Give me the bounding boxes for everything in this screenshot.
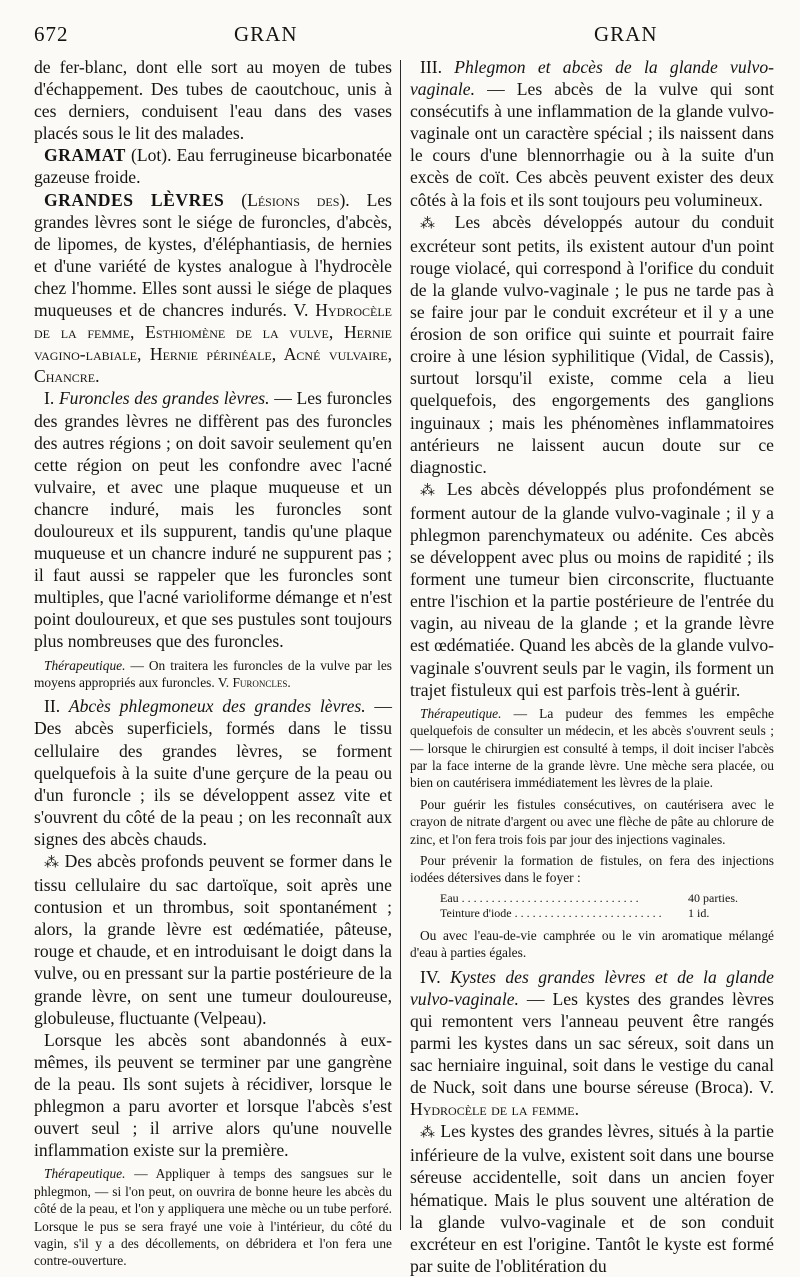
paragraph: de fer-blanc, dont elle sort au moyen de tubes d'échappement. Des tubes de caoutchouc, unis à ces derniers, conduisent l'eau dans des vases placés sous le lit des malades. — [34, 57, 392, 144]
ingredient-name: Eau . . . . . . . . . . . . . . . . . . . . . . . . . . . . . . — [440, 890, 639, 905]
ingredient-quantity: 40 parties. — [688, 890, 738, 905]
note-text: — On traitera les furoncles de la vulve par les moyens appropriés aux furoncles. V. — [34, 657, 392, 690]
therapeutique-note — [410, 705, 774, 792]
paragraph-text: Des abcès profonds peuvent se former dans le tissu cellulaire du sac dartoïque, soit après une contusion et un thrombus, soit spontanément ; alors, la grande lèvre est œdématiée, pâteuse, rouge et chaude, et en introduisant le doigt dans la vulve, ou en pressant sur la partie postérieure de la grande lèvre, on sent une tumeur douloureuse, globuleuse, fluctuante (Velpeau). — [34, 851, 392, 1028]
section-title: Furoncles des grandes lèvres. — [58, 388, 270, 409]
running-header — [34, 22, 794, 52]
section-title: Abcès phlegmoneux des grandes lèvres. — [68, 696, 366, 717]
entry-term: GRAMAT — [44, 145, 126, 166]
paragraph-text: Les abcès développés plus profondément se forment autour de la glande vulvo-vaginale ; il y a phlegmon parenchymateux ou adénite. Ces abcès se développent avec plus ou moins de rapidité ; ils forment une tumeur bien circonscrite, fluctuante entre l'ischion et la partie postérieure de l'entrée du vagin, au niveau de la glande ; et la grande lèvre est œdématiée. Quand les abcès de la glande vulvo-vaginale s'ouvrent seuls par le vagin, ils forment un trajet fistuleux qui est parfois très-lent à guérir. — [410, 478, 775, 700]
cross-reference: Hydrocèle de la femme. — [410, 1099, 579, 1120]
note-paragraph: Pour guérir les fistules consécutives, on cautérisera avec le crayon de nitrate d'argent ou avec une flèche de pâte au chlorure de zinc, et l'on fera trois fois par jour des injections vaginales. — [410, 796, 774, 847]
paragraph-text: Les abcès développés autour du conduit excréteur sont petits, ils existent autour d'un point rouge violacé, qui correspond à l'orifice du conduit de la glande vulvo-vaginale ; le pus ne tarde pas à se faire jour par le conduit excréteur et il y a une érosion de son orifice qui suinte et pourrait faire croire à une lésion syphilitique (Vidal, de Cassis), surtout lorsqu'il existe, comme cela a lieu quelquefois, des engorgements des ganglions inguinaux ; mais les phénomènes inflammatoires antérieurs ne laissent aucun doute sur ce diagnostic. — [410, 211, 774, 477]
entry-gramat — [34, 144, 392, 188]
therapeutique-note — [34, 1165, 392, 1269]
section-text: — Les abcès de la vulve qui sont consécutifs à une inflammation de la glande vulvo-vaginale ont un caractère spécial ; ils naissent dans le cours d'une blennorrhagie ou à la suite d'un excès de coït. Ces abcès peuvent exister des deux côtés à la fois et ils sont toujours peu volumineux. — [410, 79, 774, 210]
note-label: Thérapeutique. — [44, 1166, 126, 1182]
formula-row — [440, 906, 774, 921]
paragraph — [34, 850, 392, 1029]
section-text: — Des abcès superficiels, formés dans le tissu cellulaire des grandes lèvres, se forment quelquefois à la suite d'une gerçure de la peau ou d'un furoncle ; ils se développent assez vite et s'ouvrent du côté de la peau ; on les reconnaît aux signes des abcès chauds. — [34, 696, 392, 849]
entry-text: (Lot). Eau ferrugineuse bicarbonatée gazeuse froide. — [34, 145, 392, 188]
entry-text: Les grandes lèvres sont le siége de furoncles, d'abcès, de lipomes, de kystes, d'éléphantiasis, de hernies et d'une variété de kystes analogue à l'hydrocèle chez l'homme. Elles sont aussi le siége de plaques muqueuses et de chancres indurés. V. — [34, 189, 393, 321]
ingredient-name: Teinture d'iode . . . . . . . . . . . . . . . . . . . . . . . . . — [440, 905, 662, 920]
formula-row — [440, 891, 774, 906]
note-text: — La pudeur des femmes les empêche quelquefois de consulter un médecin, et les abcès s'ouvrent seuls ; — lorsque le chirurgien est consulté à temps, il doit inciser l'abcès par la face interne de la grande lèvre. Une mèche sera placée, ou bien on cautérisera immédiatement les lèvres de la plaie. — [410, 705, 774, 791]
section-glande-vulvo-vaginale — [410, 56, 774, 211]
note-text: — Appliquer à temps des sangsues sur le phlegmon, — si l'on peut, on ouvrira de bonne heure les abcès du côté de la peau, et l'on y appliquera une mèche ou un tube perforé. Lorsque le pus se sera frayé une voie à l'intérieur, du côté du vagin, s'il y a des décollements, on débridera et l'on fera une contre-ouverture. — [34, 1166, 392, 1269]
section-abces-phlegmoneux — [34, 695, 392, 850]
column-divider — [400, 60, 401, 1230]
entry-grandes-levres — [34, 189, 392, 388]
section-title: Kystes des grandes lèvres et de la glande vulvo-vaginale. — [410, 966, 774, 1009]
paragraph — [410, 1120, 774, 1277]
paragraph: Lorsque les abcès sont abandonnés à eux-mêmes, ils peuvent se terminer par une gangrène de la peau. Ils sont sujets à récidiver, lorsque le phlegmon a paru avorter et lorsque l'abcès s'est ouvert seul ; il arrive alors qu'une nouvelle inflammation existe sur la première. — [34, 1029, 392, 1161]
section-number: IV. — [420, 966, 451, 987]
section-text: — Les kystes des grandes lèvres qui remontent vers l'anneau peuvent être rangés parmi les kystes dans un sac séreux, soit dans un sac herniaire inguinal, soit dans le vestige du canal de Nuck, soit dans une bourse séreuse (Broca). V. — [410, 988, 774, 1098]
section-number: II. — [44, 696, 69, 717]
paragraph — [410, 211, 774, 478]
page-number: 672 — [34, 22, 69, 46]
section-text: — Les furoncles des grandes lèvres ne diffèrent pas des furoncles des autres régions ; on doit savoir seulement qu'en cette région on peut les confondre avec l'acné vulvaire, et avec une plaque muqueuse et un chancre induré, mais les furoncles sont douloureux et ils suppurent, tandis qu'une plaque muqueuse et un chancre induré ne suppurent pas ; il faut aussi se rappeler que les furoncles sont multiples, que l'acné varioliforme démange et n'est point douloureux, et que ses pustules sont toujours plus nombreuses que des furoncles. — [34, 388, 393, 652]
cross-references: Hydrocèle de la femme, Esthiomène de la vulve, Hernie vagino-labiale, Hernie périnéale, Acné vulvaire, Chancre. — [34, 300, 392, 387]
asterism-mark: ⁂ — [44, 855, 60, 871]
section-furoncles — [34, 387, 392, 652]
note-paragraph: Pour prévenir la formation de fistules, on fera des injections iodées détersives dans le foyer : — [410, 852, 774, 886]
ingredient-quantity: 1 id. — [688, 905, 710, 920]
cross-reference: Furoncles. — [232, 674, 291, 690]
therapeutique-note — [34, 657, 392, 692]
note-paragraph: Ou avec l'eau-de-vie camphrée ou le vin aromatique mélangé d'eau à parties égales. — [410, 927, 774, 961]
asterism-mark: ⁂ — [420, 1125, 436, 1142]
section-number: III. — [420, 57, 455, 77]
section-number: I. — [44, 388, 59, 409]
note-label: Thérapeutique. — [420, 705, 502, 721]
prescription-formula — [440, 891, 774, 921]
entry-term: GRANDES LÈVRES — [44, 189, 225, 210]
running-head-left: GRAN — [234, 22, 298, 46]
asterism-mark: ⁂ — [420, 215, 443, 232]
left-column — [34, 56, 392, 1274]
right-column — [410, 56, 774, 1277]
paragraph — [410, 478, 774, 701]
section-kystes — [410, 966, 774, 1121]
paragraph-text: Les kystes des grandes lèvres, situés à la partie inférieure de la vulve, existent soit dans une bourse séreuse accidentelle, soit dans un ancien foyer hématique. Mais le plus souvent une altération de la glande vulvo-vaginale et de son conduit excréteur en est l'origine. Tantôt le kyste est formé par suite de l'oblitération du — [410, 1121, 774, 1276]
running-head-right: GRAN — [594, 22, 658, 46]
section-title: Phlegmon et abcès de la glande vulvo-vaginale. — [410, 57, 774, 100]
entry-subtitle: (Lésions des). — [224, 189, 367, 210]
note-label: Thérapeutique. — [44, 657, 126, 673]
asterism-mark: ⁂ — [420, 482, 439, 499]
